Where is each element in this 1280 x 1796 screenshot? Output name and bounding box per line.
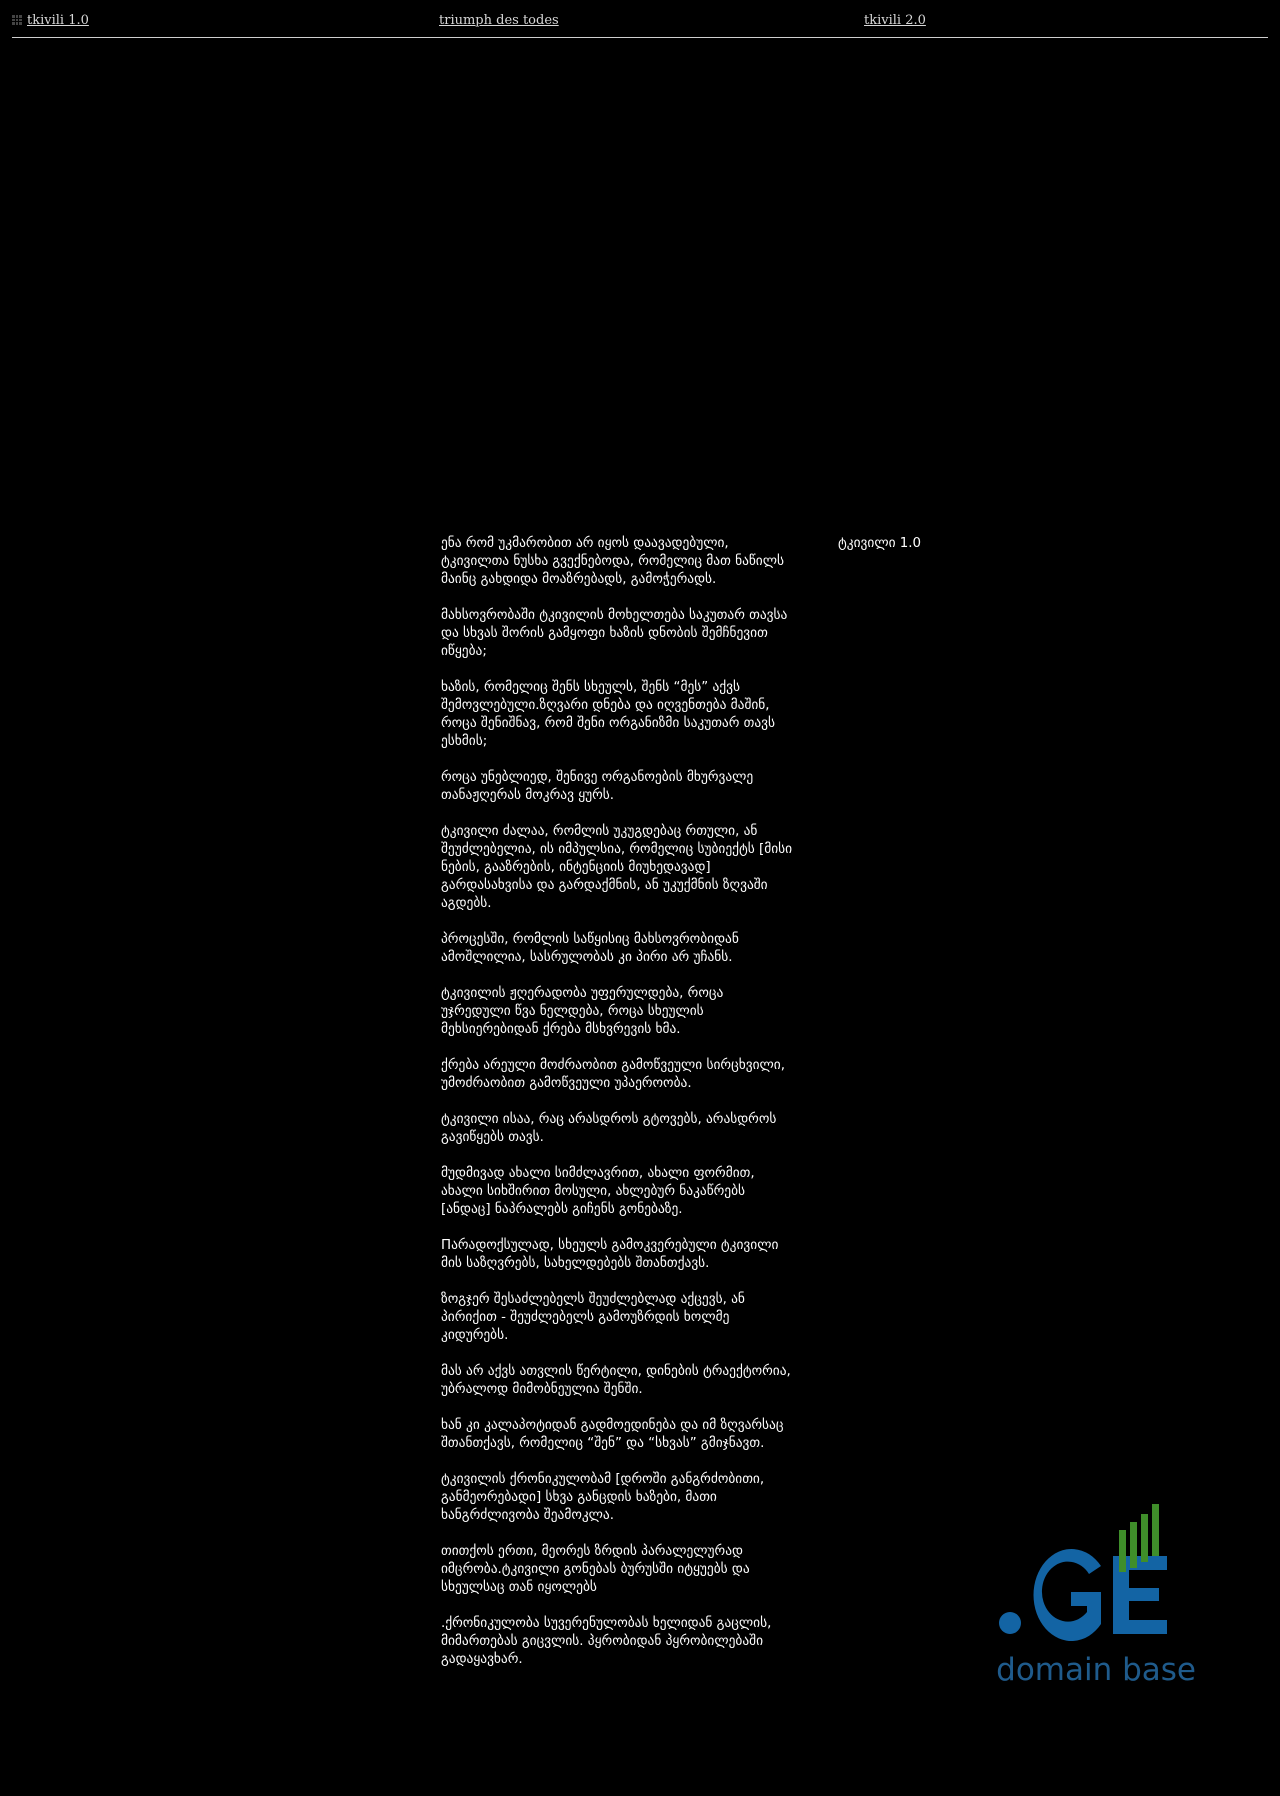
- paragraph: მახსოვრობაში ტკივილის მოხელთება საკუთარ თავსა და სხვას შორის გამყოფი ხაზის დნობის შემჩნევით იწყება;: [441, 608, 788, 659]
- nav-link-triumph-des-todes[interactable]: triumph des todes: [439, 13, 559, 28]
- paragraph: ტკივილი ისაა, რაც არასდროს გტოვებს, არასდროს გავიწყებს თავს.: [441, 1112, 777, 1145]
- nav-link-tkivili-1[interactable]: [12, 13, 89, 28]
- paragraph: ხან კი კალაპოტიდან გადმოედინება და იმ ზღვარსაც შთანთქავს, რომელიც “შენ” და “სხვას” გმიჯნავთ.: [441, 1418, 784, 1451]
- logo-bar: [1152, 1504, 1159, 1556]
- nav-link-tkivili-1-label: tkivili 1.0: [27, 13, 89, 28]
- paragraph: ქრება არეული მოძრაობით გამოწვეული სირცხვილი, უმოძრაობით გამოწვეული უპაეროობა.: [441, 1058, 785, 1091]
- paragraph: ტკივილი ძალაა, რომლის უკუგდებაც რთული, ან შეუძლებელია, ის იმპულსია, რომელიც სუბიექტს [მისი ნების, გააზრების, ინტენციის მიუხედავად] გარდასახვისა და გარდაქმნის, ან უკუქმნის ზღვაში აგდებს.: [441, 824, 793, 911]
- poem-text: [441, 535, 841, 1687]
- nav-link-tkivili-2[interactable]: tkivili 2.0: [864, 13, 926, 28]
- paragraph: Пარადოქსულად, სხეულს გამოკვერებული ტკივილი მის საზღვრებს, სახელდებებს შთანთქავს.: [441, 1238, 779, 1271]
- top-navigation: [12, 0, 1268, 38]
- paragraph: მუდმივად ახალი სიმძლავრით, ახალი ფორმით, ახალი სიხშირით მოსული, ახლებურ ნაკაწრებს [ანდაც] ნაპრალებს გიჩენს გონებაზე.: [441, 1166, 755, 1217]
- paragraph: .ქრონიკულობა სუვერენულობას ხელიდან გაცლის, მიმართებას გიცვლის. პყრობიდან პყრობილებაში გადაყავხარ.: [441, 1616, 772, 1667]
- paragraph: ხაზის, რომელიც შენს სხეულს, შენს “მეს” აქვს შემოვლებული.ზღვარი დნება და იღვენთება მაშინ, როცა შენიშნავ, რომ შენი ორგანიზმი საკუთარ თავს ესხმის;: [441, 680, 776, 749]
- logo-bar: [1119, 1530, 1126, 1572]
- paragraph: პროცესში, რომლის საწყისიც მახსოვრობიდან ამოშლილია, სასრულობას კი პირი არ უჩანს.: [441, 932, 739, 965]
- logo-bar: [1130, 1522, 1137, 1568]
- paragraph: ტკივილის ქრონიკულობამ [დროში განგრძობითი, განმეორებადი] სხვა განცდის ხაზები, მათი ხანგრძლივობა შეამოკლა.: [441, 1472, 765, 1523]
- paragraph: როცა უნებლიედ, შენივე ორგანოების მხურვალე თანაჟღერას მოკრავ ყურს.: [441, 770, 754, 803]
- ge-logo-graphic: [995, 1500, 1195, 1660]
- logo-bar: [1141, 1514, 1148, 1562]
- logo-caption: domain base: [996, 1652, 1196, 1688]
- paragraph: ენა რომ უკმარობით არ იყოს დაავადებული, ტკივილთა ნუსხა გვექნებოდა, რომელიც მათ ნაწილს მაინც გახდიდა მოაზრებადს, გამოჭერადს.: [441, 536, 784, 587]
- paragraph: მას არ აქვს ათვლის წერტილი, დინების ტრაექტორია, უბრალოდ მიმობნეულია შენში.: [441, 1364, 791, 1397]
- logo-letter-g: [1034, 1549, 1101, 1641]
- grid-icon: [12, 15, 22, 25]
- paragraph: ზოგჯერ შესაძლებელს შეუძლებლად აქცევს, ან პირიქით - შეუძლებელს გამოუზრდის ხოლმე კიდურებს.: [441, 1292, 745, 1343]
- side-title: ტკივილი 1.0: [838, 536, 922, 551]
- logo-letter-e-middle: [1113, 1588, 1159, 1601]
- logo-letter-e-bottom: [1113, 1620, 1167, 1634]
- logo-dot: [999, 1612, 1021, 1634]
- paragraph: თითქოს ერთი, მეორეს ზრდის პარალელურად იმცრობა.ტკივილი გონებას ბურუსში იტყუებს და სხეულსაც თან იყოლებს: [441, 1544, 750, 1595]
- paragraph: ტკივილის ჟღერადობა უფერულდება, როცა უჯრედული წვა ნელდება, როცა სხეულის მეხსიერებიდან ქრება მსხვრევის ხმა.: [441, 986, 724, 1037]
